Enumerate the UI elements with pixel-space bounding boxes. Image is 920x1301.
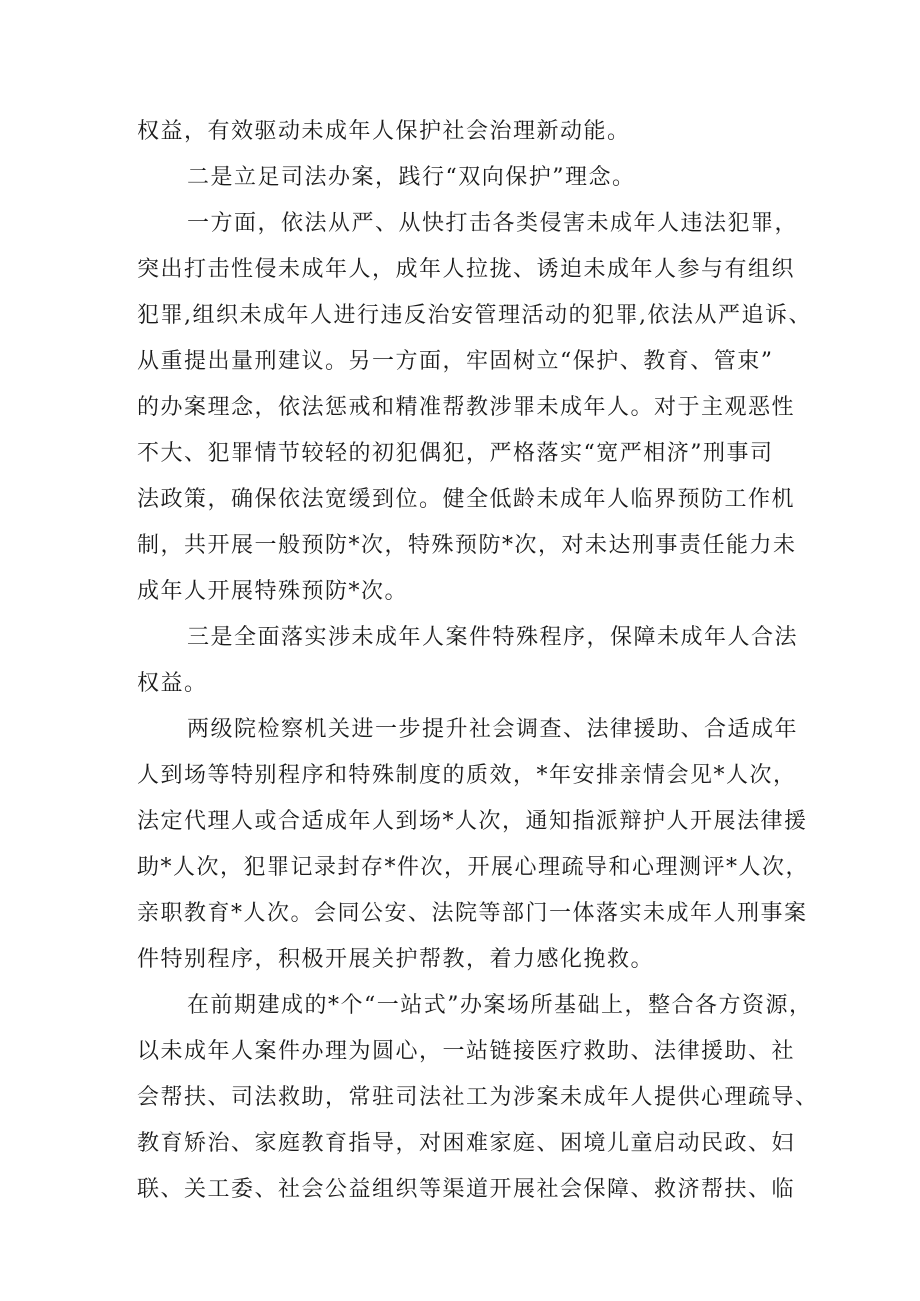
text-line-13: 权益。 — [137, 671, 208, 696]
text-line-19: 件特别程序，积极开展关护帮教，着力感化挽救。 — [137, 947, 655, 972]
text-line-1: 权益，有效驱动未成年人保护社会治理新动能。 — [137, 119, 631, 144]
text-line-24: 联、关工委、社会公益组织等渠道开展社会保障、救济帮扶、临 — [137, 1177, 796, 1202]
text-line-10: 制，共开展一般预防*次，特殊预防*次，对未达刑事责任能力未 — [137, 533, 797, 558]
text-line-12: 三是全面落实涉未成年人案件特殊程序，保障未成年人合法 — [187, 625, 799, 650]
text-line-11: 成年人开展特殊预防*次。 — [137, 579, 409, 604]
text-line-7: 的办案理念，依法惩戒和精准帮教涉罪未成年人。对于主观恶性 — [137, 395, 796, 420]
text-line-15: 人到场等特别程序和特殊制度的质效，*年安排亲情会见*人次， — [137, 763, 797, 788]
text-line-3: 一方面，依法从严、从快打击各类侵害未成年人违法犯罪， — [187, 211, 799, 236]
text-line-16: 法定代理人或合适成年人到场*人次，通知指派辩护人开展法律援 — [137, 809, 808, 834]
text-line-22: 会帮扶、司法救助，常驻司法社工为涉案未成年人提供心理疏导、 — [137, 1085, 819, 1110]
text-line-21: 以未成年人案件办理为圆心，一站链接医疗救助、法律援助、社 — [137, 1039, 796, 1064]
text-line-20: 在前期建成的*个“一站式”办案场所基础上，整合各方资源， — [187, 993, 813, 1018]
text-line-6: 从重提出量刑建议。另一方面，牢固树立“保护、教育、管束” — [137, 349, 774, 374]
text-line-18: 亲职教育*人次。会同公安、法院等部门一体落实未成年人刑事案 — [137, 901, 808, 926]
text-line-8: 不大、犯罪情节较轻的初犯偶犯，严格落实“宽严相济”刑事司 — [137, 441, 774, 466]
text-line-2: 二是立足司法办案，践行“双向保护”理念。 — [187, 165, 636, 190]
text-line-23: 教育矫治、家庭教育指导，对困难家庭、困境儿童启动民政、妇 — [137, 1131, 796, 1156]
text-line-9: 法政策，确保依法宽缓到位。健全低龄未成年人临界预防工作机 — [137, 487, 796, 512]
text-line-4: 突出打击性侵未成年人，成年人拉拢、诱迫未成年人参与有组织 — [137, 257, 796, 282]
text-line-5: 犯罪,组织未成年人进行违反治安管理活动的犯罪,依法从严追诉、 — [137, 303, 812, 328]
text-line-14: 两级院检察机关进一步提升社会调查、法律援助、合适成年 — [187, 717, 799, 742]
text-line-17: 助*人次，犯罪记录封存*件次，开展心理疏导和心理测评*人次， — [137, 855, 810, 880]
